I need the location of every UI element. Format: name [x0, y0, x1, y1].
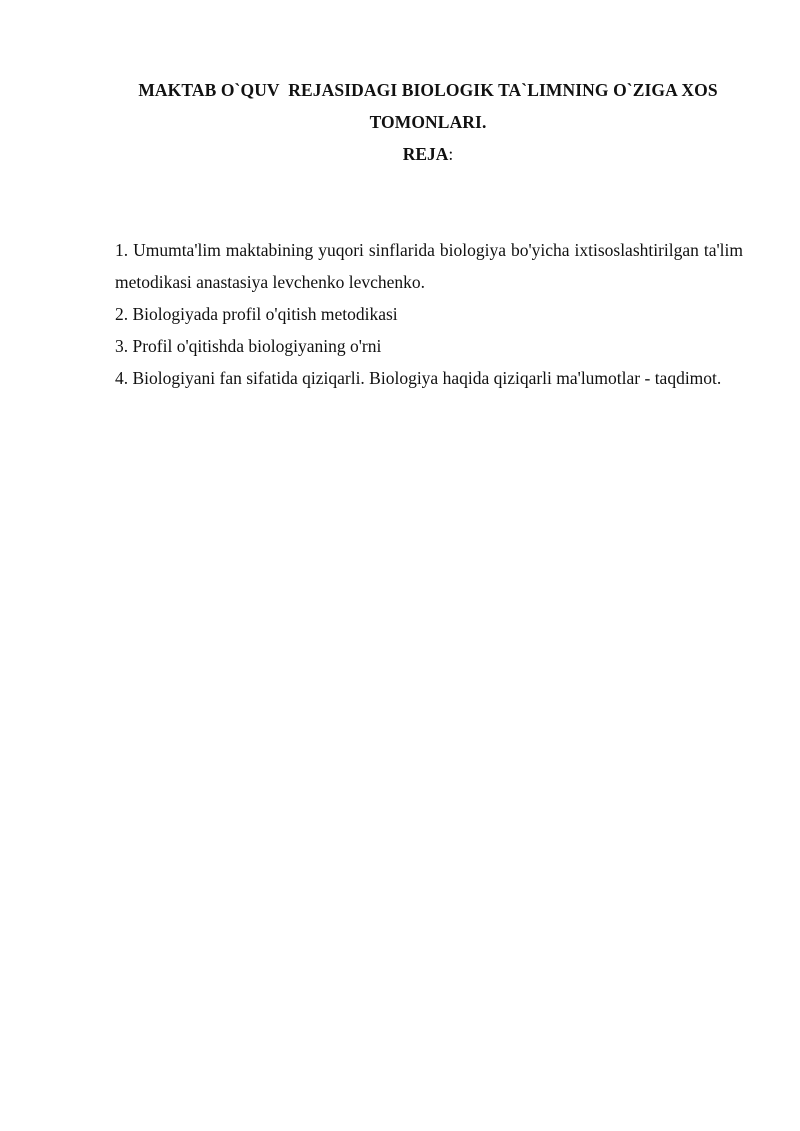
plan-item-3: 3. Profil o'qitishda biologiyaning o'rni — [115, 336, 382, 356]
document-title: MAKTAB O`QUV REJASIDAGI BIOLOGIK TA`LIMNING O`ZIGA XOS TOMONLARI. — [138, 80, 722, 132]
plan-heading-text: REJA — [402, 144, 449, 164]
plan-item-4: 4. Biologiyani fan sifatida qiziqarli. Biologiya haqida qiziqarli ma'lumotlar - taqdimot. — [115, 368, 722, 388]
plan-heading — [108, 138, 748, 170]
plan-list — [115, 234, 743, 394]
plan-item-2: 2. Biologiyada profil o'qitish metodikasi — [115, 304, 398, 324]
plan-item-1: 1. Umumta'lim maktabining yuqori sinflarida biologiya bo'yicha ixtisoslashtirilgan ta'lim metodikasi anastasiya levchenko levchenko. — [115, 240, 743, 292]
plan-heading-colon: : — [448, 144, 454, 164]
